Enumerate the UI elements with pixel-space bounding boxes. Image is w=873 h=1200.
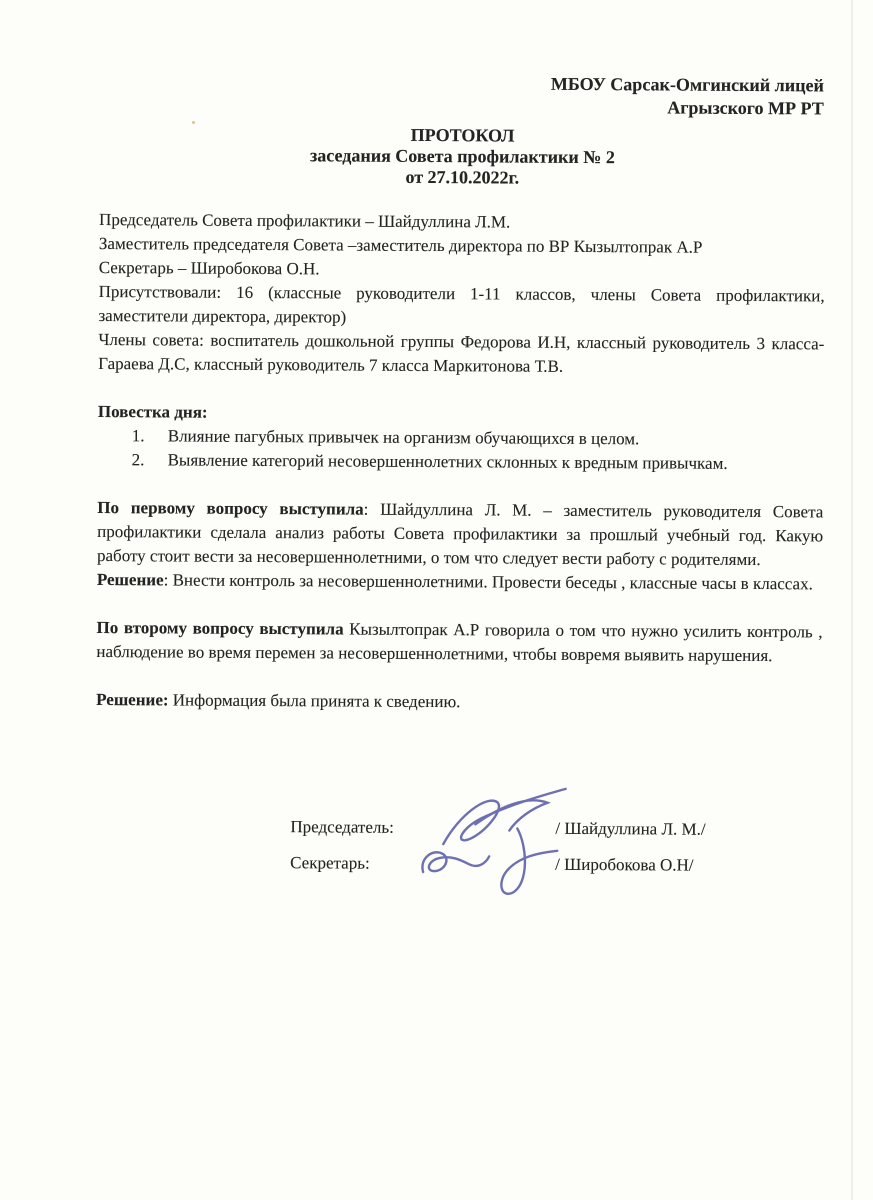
agenda-item [98, 448, 824, 476]
question-1-text: : Шайдуллина Л. М. – заместитель руководителя Совета профилактики сделала анализ работы Совета профилактики за прошлый учебный год. Какую работу стоит вести за несовершеннолетними, о том что следует вести работу с родителями. [96, 499, 824, 570]
decision-1-paragraph [97, 568, 823, 596]
decision-1-lead: Решение [96, 569, 164, 590]
document-content [95, 70, 826, 906]
question-2-text: Кызылтопрак А.Р говорила о том что нужно усилить контроль , наблюдение во время перемен за несовершеннолетними, чтобы вовремя выявить нарушения. [96, 619, 823, 666]
chairman-line: Председатель Совета профилактики – Шайдуллина Л.М. [99, 209, 511, 232]
decision-2-lead: Решение: [96, 689, 169, 710]
question-2-lead: По второму вопросу выступила [96, 617, 344, 639]
secretary-line: Секретарь – Широбокова О.Н. [98, 257, 320, 279]
agenda-heading: Повестка дня: [97, 401, 208, 422]
chairman-name: / Шайдуллина Л. М./ [555, 818, 706, 839]
agenda-item-number: 2. [131, 450, 145, 470]
document-date: от 27.10.2022г. [405, 166, 520, 188]
org-region-line: Агрызского МР РТ [667, 97, 824, 119]
agenda-item-text: Выявление категорий несовершеннолетних склонных к вредным привычкам. [167, 450, 728, 473]
chairman-signature-row [95, 814, 821, 839]
members-line: Члены совета: воспитатель дошкольной группы Федорова И.Н, классный руководитель 3 класса- Гараева Д.С, классный руководитель 7 класса Маркитонова Т.В. [98, 329, 825, 376]
signature-block [95, 782, 822, 906]
org-name-line: МБОУ Сарсак-Омгинский лицей [550, 73, 824, 96]
agenda-item-text: Влияние пагубных привычек на организм обучающихся в целом. [167, 426, 640, 449]
org-header [100, 70, 826, 120]
document-title-block [99, 123, 825, 190]
agenda-item-number: 1. [131, 426, 145, 446]
question-1-lead: По первому вопросу выступила [97, 497, 364, 519]
document-title: ПРОТОКОЛ [410, 124, 515, 146]
scan-edge-line [851, 0, 853, 1200]
question-1-paragraph [97, 496, 823, 572]
deputy-line: Заместитель председателя Совета –заместитель директора по ВР Кызылтопрак А.Р [98, 233, 703, 257]
chairman-label: Председатель: [290, 817, 394, 837]
secretary-name: / Широбокова О.Н/ [555, 854, 694, 875]
agenda-section [98, 400, 824, 476]
participants-section [98, 208, 825, 380]
document-subtitle: заседания Совета профилактики № 2 [310, 145, 615, 168]
decision-2-paragraph [96, 688, 822, 716]
decision-2-text: Информация была принята к сведению. [168, 690, 461, 712]
question-2-paragraph [96, 616, 822, 668]
secretary-signature-row [95, 850, 821, 875]
attendees-line: Присутствовали: 16 (классные руководители 1-11 классов, члены Совета профилактики, заместители директора, директор) [98, 281, 825, 327]
secretary-label: Секретарь: [290, 853, 370, 873]
decision-1-text: : Внести контроль за несовершеннолетними. Провести беседы , классные часы в классах. [163, 570, 813, 594]
